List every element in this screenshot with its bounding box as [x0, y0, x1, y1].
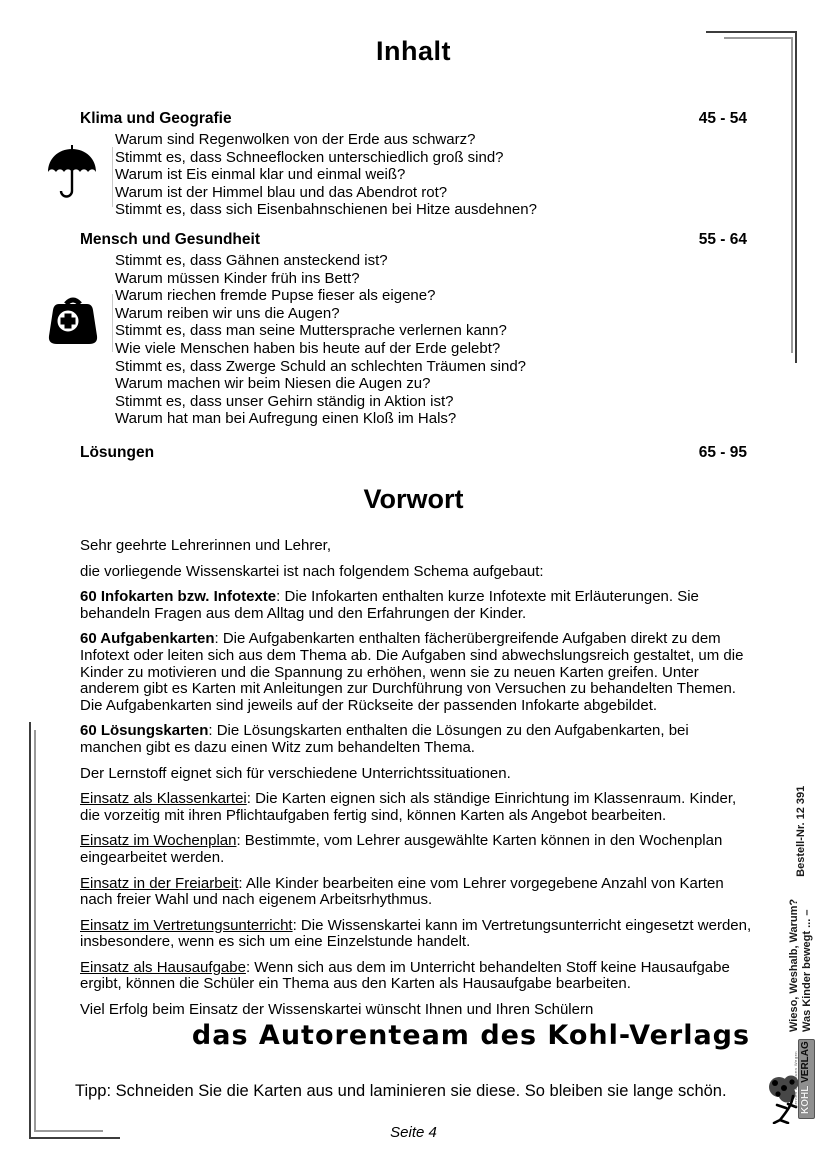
paragraph-label: 60 Infokarten bzw. Infotexte: [80, 588, 277, 606]
vorwort-paragraph: Einsatz als Klassenkartei: Die Karten eignen sich als ständige Einrichtung im Klassenraum. Kinder, die vorzeitig mit ihren Pflichtaufgaben fertig sind, können Karten als Angebot bearbeiten.: [80, 790, 737, 824]
toc-question: Stimmt es, dass sich Eisenbahnschienen bei Hitze ausdehnen?: [115, 201, 537, 219]
toc-question: Warum reiben wir uns die Augen?: [115, 304, 340, 322]
toc-section-pages: 55 - 64: [698, 230, 747, 248]
vorwort-paragraph: Der Lernstoff eignet sich für verschiedene Unterrichtssituationen.: [80, 764, 511, 782]
toc-section-title: Lösungen: [80, 443, 155, 461]
vorwort-paragraph: Viel Erfolg beim Einsatz der Wissenskartei wünscht Ihnen und Ihren Schülern: [80, 1001, 594, 1019]
toc-section-pages: 45 - 54: [698, 110, 747, 127]
vorwort-paragraph: Einsatz als Hausaufgabe: Wenn sich aus dem im Unterricht behandelten Stoff keine Hausaufgabe ergibt, können die Schüler ein Thema aus den Karten als Hausaufgabe bearbeiten.: [80, 958, 730, 993]
toc-question: Stimmt es, dass Zwerge Schuld an schlechten Träumen sind?: [115, 357, 527, 375]
toc-question: Stimmt es, dass Schneeflocken unterschiedlich groß sind?: [115, 148, 504, 166]
paragraph-label: Einsatz im Vertretungsunterricht: [80, 916, 293, 934]
paragraph-label: 60 Lösungskarten: [80, 722, 209, 740]
publisher-slogan: Lernen auf neuen Wegen: [793, 1050, 798, 1108]
toc-section-header: [80, 231, 747, 249]
toc-question: Warum ist der Himmel blau und das Abendrot rot?: [115, 183, 448, 201]
vorwort-paragraph: Einsatz im Wochenplan: Bestimmte, vom Lehrer ausgewählte Karten können in den Wochenplan eingearbeitet werden.: [80, 832, 723, 866]
toc-question-list: [115, 131, 747, 219]
order-number: Bestell-Nr. 12 391: [795, 785, 807, 877]
toc-section-title: Mensch und Gesundheit: [80, 230, 260, 248]
paragraph-label: 60 Aufgabenkarten: [80, 630, 215, 648]
publisher-label: KOHL VERLAG: [798, 1039, 815, 1119]
toc-loesungen-row: [80, 444, 747, 462]
toc-question-list: [115, 252, 747, 428]
toc-question: Stimmt es, dass unser Gehirn ständig in Aktion ist?: [115, 392, 454, 410]
tip-line: Tipp: Schneiden Sie die Karten aus und laminieren sie diese. So bleiben sie lange schön.: [75, 1082, 727, 1100]
vorwort-paragraph: 60 Aufgabenkarten: Die Aufgabenkarten enthalten fächerübergreifende Aufgaben direkt zu dem Infotext oder leiten sich aus dem Thema ab. Die Aufgaben sind abwechslungsreich gestaltet, um die Kinder zu motivieren und die Spannung zu erhöhen, wenn sie zu neuen Karten greifen. Unter anderem gibt es Karten mit Anleitungen zur Durchführung von Versuchen zu behandelten Themen. Die Aufgabenkarten sind jeweils auf der Rückseite der passenden Infokarte abgebildet.: [80, 630, 744, 714]
toc-question: Warum riechen fremde Pupse fieser als eigene?: [115, 287, 436, 305]
umbrella-icon: [46, 145, 98, 208]
toc-question: Warum ist Eis einmal klar und einmal weiß?: [115, 166, 406, 184]
first-aid-bag-icon: [44, 291, 102, 358]
paragraph-label: Einsatz im Wochenplan: [80, 832, 237, 850]
toc-section-title: Klima und Geografie: [80, 110, 232, 127]
vorwort-paragraph: die vorliegende Wissenskartei ist nach folgendem Schema aufgebaut:: [80, 562, 544, 580]
toc-question: Warum sind Regenwolken von der Erde aus schwarz?: [115, 131, 476, 148]
vorwort-heading: Vorwort: [363, 484, 464, 514]
vorwort-paragraph: Sehr geehrte Lehrerinnen und Lehrer,: [80, 537, 332, 554]
toc-question: Warum müssen Kinder früh ins Bett?: [115, 269, 360, 287]
vorwort-paragraph: Einsatz in der Freiarbeit: Alle Kinder bearbeiten eine vom Lehrer vorgegebene Anzahl von Karten nach freier Wahl und nach eigenem Arbeitsrhythmus.: [80, 874, 724, 909]
paragraph-label: Einsatz in der Freiarbeit: [80, 874, 239, 892]
paragraph-label: Einsatz als Hausaufgabe: [80, 958, 246, 976]
page-number: Seite 4: [390, 1124, 437, 1141]
paragraph-label: Einsatz als Klassenkartei: [80, 790, 247, 808]
toc-question: Wie viele Menschen haben bis heute auf der Erde gelebt?: [115, 339, 501, 357]
toc-question: Stimmt es, dass man seine Muttersprache verlernen kann?: [115, 322, 507, 340]
toc-question: Warum hat man bei Aufregung einen Kloß im Hals?: [115, 410, 457, 428]
toc-question: Warum machen wir beim Niesen die Augen zu?: [115, 375, 431, 393]
toc-section-pages: 65 - 95: [698, 443, 747, 461]
inhalt-heading: Inhalt: [376, 36, 451, 66]
table-of-contents: [80, 110, 747, 462]
series-title: Wieso, Weshalb, Warum? Was Kinder bewegt ... –: [788, 898, 813, 1032]
toc-question: Stimmt es, dass Gähnen ansteckend ist?: [115, 251, 388, 269]
author-signature: das Autorenteam des Kohl-Verlags: [191, 1020, 751, 1051]
toc-section-header: [80, 110, 747, 128]
vorwort-paragraph: Einsatz im Vertretungsunterricht: Die Wissenskartei kann im Vertretungsunterricht eingesetzt werden, insbesondere, wenn es sich um eine Einzelstunde handelt.: [80, 916, 752, 951]
vorwort-paragraph: 60 Infokarten bzw. Infotexte: Die Infokarten enthalten kurze Infotexte mit Erläuterungen. Sie behandeln Fragen aus dem Alltag und den Erfahrungen der Kinder.: [80, 588, 699, 622]
vorwort-body: [80, 538, 752, 1028]
vorwort-paragraph: 60 Lösungskarten: Die Lösungskarten enthalten die Lösungen zu den Aufgabenkarten, bei manchen gibt es dazu einen Witz zum behandelten Thema.: [80, 722, 689, 756]
